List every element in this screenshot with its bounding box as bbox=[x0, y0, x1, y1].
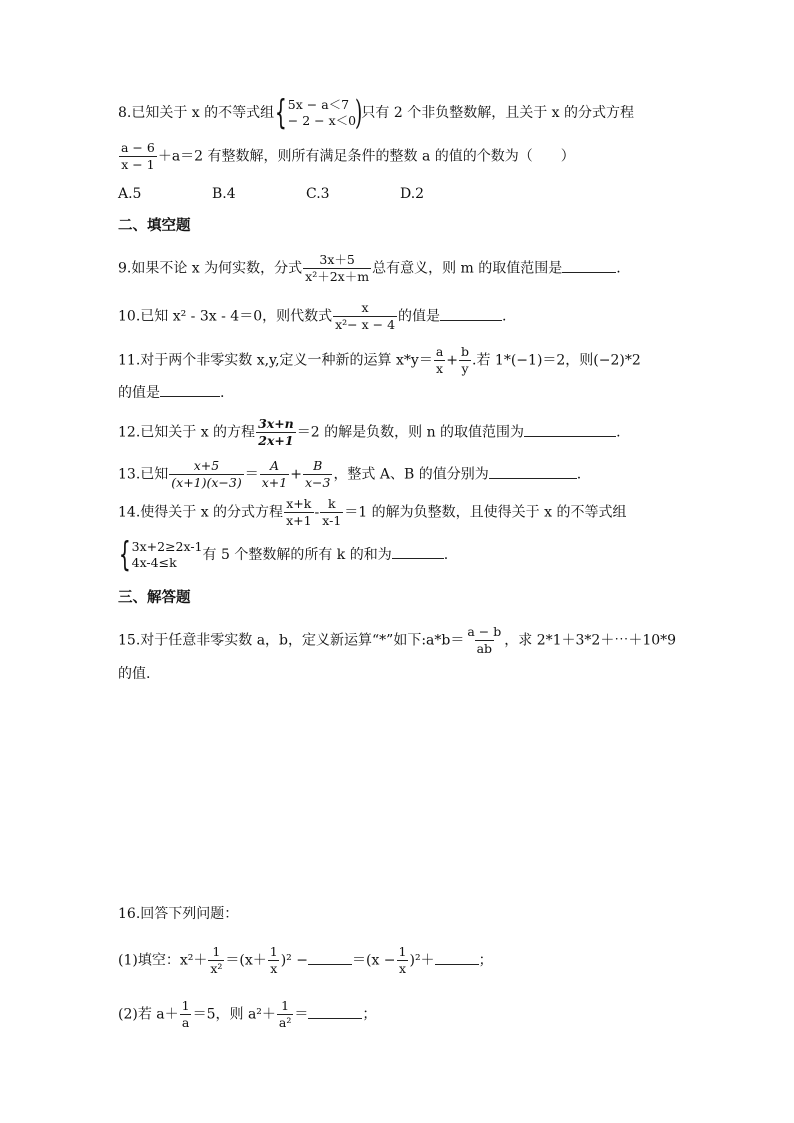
q8-inequality-system bbox=[274, 93, 363, 133]
fraction-denominator: x+1 bbox=[286, 513, 312, 528]
q11-plus: + bbox=[446, 352, 459, 369]
q10-end: . bbox=[502, 308, 507, 325]
fraction-denominator: x − 1 bbox=[121, 157, 155, 172]
question-11-line-2 bbox=[118, 382, 224, 403]
q16-p2-pre: (2)若 a＋ bbox=[118, 1006, 179, 1023]
fraction-numerator: A bbox=[269, 458, 279, 473]
question-9 bbox=[118, 252, 621, 285]
q10-text-post: 的值是 bbox=[398, 308, 441, 325]
question-14-line-2 bbox=[118, 535, 449, 575]
question-8-choices bbox=[118, 184, 494, 204]
fraction-denominator: x bbox=[270, 961, 278, 976]
fraction-numerator: 1 bbox=[398, 944, 407, 959]
q13-equals: ＝ bbox=[244, 466, 259, 483]
q16-p1-end: ； bbox=[478, 952, 493, 969]
question-11-line-1 bbox=[118, 344, 641, 377]
q11-line2-text: 的值是 bbox=[118, 385, 160, 401]
q16-p1-mid1: ＝(x＋ bbox=[225, 952, 267, 969]
fraction-numerator: 1 bbox=[212, 944, 221, 959]
q15-fraction bbox=[465, 624, 503, 657]
q12-end: . bbox=[616, 424, 621, 441]
q11-text-post: .若 1*(−1)＝2，则(−2)*2 bbox=[472, 352, 641, 369]
fraction-numerator: a bbox=[435, 344, 444, 359]
question-13 bbox=[118, 458, 581, 491]
choice-b: B.4 bbox=[212, 186, 236, 202]
fraction-numerator: 1 bbox=[281, 998, 290, 1013]
q16-p2-mid2: ＝ bbox=[294, 1006, 309, 1023]
q12-text-pre: 12.已知关于 x 的方程 bbox=[118, 424, 256, 441]
q14-inequality-system bbox=[118, 535, 203, 575]
answer-blank bbox=[440, 306, 502, 321]
question-16-part-2 bbox=[118, 998, 376, 1031]
fraction-numerator: 3x+n bbox=[258, 416, 294, 431]
fraction-denominator: y bbox=[461, 361, 469, 376]
fraction-denominator: 2x+1 bbox=[258, 433, 294, 448]
fraction-denominator: x²− x − 4 bbox=[335, 317, 396, 332]
question-8-line-2 bbox=[118, 140, 575, 173]
q16-p1-pre: (1)填空：x²＋ bbox=[118, 952, 208, 969]
question-15-line-2: 的值. bbox=[118, 666, 151, 682]
right-paren-icon: ) bbox=[355, 93, 363, 133]
q16-p2-mid: ＝5，则 a²＋ bbox=[192, 1006, 276, 1023]
q13-fraction-1 bbox=[169, 458, 243, 491]
q14-text-pre: 14.使得关于 x 的分式方程 bbox=[118, 504, 284, 521]
answer-blank bbox=[435, 950, 479, 965]
answer-blank bbox=[308, 950, 352, 965]
q16-p2-fraction-2 bbox=[277, 998, 293, 1031]
choice-d: D.2 bbox=[400, 186, 425, 202]
q16-p1-fraction-1 bbox=[208, 944, 224, 977]
q16-p1-fraction-2 bbox=[268, 944, 280, 977]
q12-text-post: ＝2 的解是负数，则 n 的取值范围为 bbox=[296, 424, 525, 441]
fraction-denominator: a bbox=[181, 1015, 190, 1030]
q13-fraction-3 bbox=[303, 458, 332, 491]
q14-fraction-1 bbox=[284, 496, 313, 529]
answer-blank bbox=[524, 422, 616, 437]
question-8-line-1 bbox=[118, 93, 634, 133]
fraction-denominator: x bbox=[436, 361, 444, 376]
choice-c: C.3 bbox=[306, 186, 330, 202]
fraction-numerator: a − 6 bbox=[121, 140, 155, 155]
fraction-numerator: 1 bbox=[181, 998, 190, 1013]
q8-system-row-1: 5x − a＜7 bbox=[287, 97, 350, 112]
q14-end: . bbox=[443, 547, 449, 563]
q13-text-post: ，整式 A、B 的值分别为 bbox=[333, 466, 489, 483]
fraction-denominator: ab bbox=[476, 641, 493, 656]
q14-system-row-2: 4x-4≤k bbox=[131, 555, 177, 570]
question-16-title: 16.回答下列问题： bbox=[118, 906, 239, 922]
q13-plus: + bbox=[290, 466, 302, 483]
q13-text-pre: 13.已知 bbox=[118, 466, 169, 483]
fraction-numerator: k bbox=[328, 496, 336, 511]
q9-text-pre: 9.如果不论 x 为何实数，分式 bbox=[118, 260, 303, 277]
q8-text-post: 只有 2 个非负整数解，且关于 x 的分式方程 bbox=[361, 105, 634, 121]
fraction-denominator: a² bbox=[278, 1015, 292, 1030]
fraction-denominator: x bbox=[398, 961, 407, 976]
fraction-denominator: x+1 bbox=[261, 475, 288, 490]
q8-fraction bbox=[119, 140, 157, 173]
q8-text-pre: 8.已知关于 x 的不等式组 bbox=[118, 105, 275, 121]
q11-fraction-1 bbox=[434, 344, 445, 377]
fraction-numerator: B bbox=[313, 458, 323, 473]
question-14-line-1 bbox=[118, 496, 626, 529]
q15-text-pre: 15.对于任意非零实数 a，b，定义新运算“*”如下:a*b＝ bbox=[118, 632, 465, 649]
q11-end: . bbox=[220, 385, 225, 401]
q16-p1-mid3: ＝(x − bbox=[351, 952, 396, 969]
fraction-denominator: x² bbox=[210, 961, 223, 976]
q8-line2-text: ＋a＝2 有整数解，则所有满足条件的整数 a 的值的个数为（ ） bbox=[157, 148, 575, 165]
fraction-numerator: 1 bbox=[269, 944, 278, 959]
q8-system-row-2: − 2 − x＜0 bbox=[287, 113, 357, 128]
q13-fraction-2 bbox=[260, 458, 289, 491]
q12-fraction bbox=[256, 416, 296, 449]
left-brace-icon: { bbox=[118, 535, 131, 575]
answer-blank bbox=[562, 258, 616, 273]
q9-fraction bbox=[303, 252, 371, 285]
q11-fraction-2 bbox=[459, 344, 471, 377]
q14-system-row-1: 3x+2≥2x-1 bbox=[131, 539, 203, 554]
q14-text-post: ＝1 的解为负整数，且使得关于 x 的不等式组 bbox=[344, 504, 627, 521]
fraction-denominator: (x+1)(x−3) bbox=[171, 475, 242, 490]
section-heading-fill-in: 二、填空题 bbox=[118, 217, 191, 234]
question-16-part-1 bbox=[118, 944, 493, 977]
section-heading-solutions: 三、解答题 bbox=[118, 589, 191, 606]
q9-text-post: 总有意义，则 m 的取值范围是 bbox=[372, 260, 563, 277]
answer-blank bbox=[392, 544, 444, 559]
q16-p2-end: ； bbox=[362, 1006, 377, 1023]
question-12 bbox=[118, 416, 621, 449]
left-brace-icon: { bbox=[275, 93, 287, 133]
q16-p1-mid4: )²＋ bbox=[409, 952, 435, 969]
q16-p1-mid2: )² − bbox=[280, 952, 308, 969]
fraction-denominator: x²＋2x＋m bbox=[305, 269, 370, 284]
q11-text-pre: 11.对于两个非零实数 x,y,定义一种新的运算 x*y＝ bbox=[118, 352, 433, 369]
answer-blank bbox=[489, 464, 577, 479]
fraction-numerator: 3x＋5 bbox=[319, 252, 355, 267]
q9-end: . bbox=[616, 260, 621, 277]
q14-minus: - bbox=[314, 504, 320, 521]
fraction-numerator: x bbox=[361, 300, 369, 315]
q14-fraction-2 bbox=[320, 496, 343, 529]
q16-p2-fraction-1 bbox=[180, 998, 192, 1031]
fraction-denominator: x-1 bbox=[322, 513, 342, 528]
q10-fraction bbox=[333, 300, 397, 333]
q15-text-post: ，求 2*1＋3*2＋⋯＋10*9 bbox=[504, 632, 677, 649]
choice-a: A.5 bbox=[118, 186, 142, 202]
question-15-line-1 bbox=[118, 624, 676, 657]
fraction-numerator: x+5 bbox=[193, 458, 220, 473]
fraction-numerator: b bbox=[461, 344, 470, 359]
fraction-denominator: x−3 bbox=[304, 475, 331, 490]
q10-text-pre: 10.已知 x² - 3x - 4＝0，则代数式 bbox=[118, 308, 333, 325]
q13-end: . bbox=[576, 466, 582, 483]
q16-p1-fraction-3 bbox=[397, 944, 409, 977]
answer-blank bbox=[160, 382, 220, 397]
fraction-numerator: a − b bbox=[467, 624, 502, 639]
question-10 bbox=[118, 300, 507, 333]
fraction-numerator: x+k bbox=[286, 496, 312, 511]
answer-blank bbox=[308, 1004, 362, 1019]
q14-text-post2: 有 5 个整数解的所有 k 的和为 bbox=[202, 547, 392, 563]
